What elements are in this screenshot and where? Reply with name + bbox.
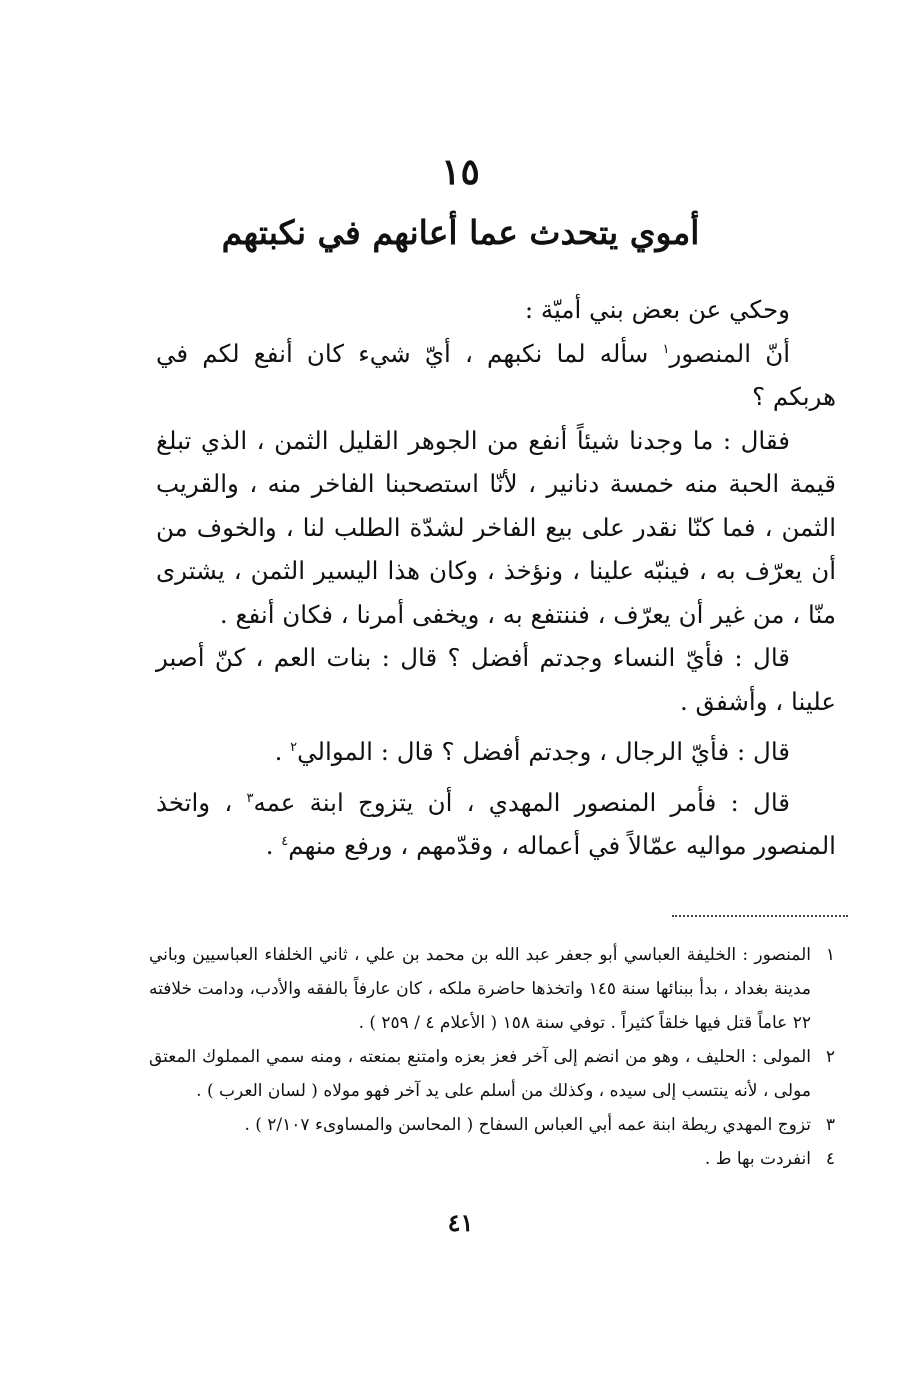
footnote-ref[interactable]: ٢ xyxy=(290,739,298,755)
paragraph-text: . xyxy=(274,737,291,766)
footnotes xyxy=(149,938,835,1176)
footnote-number: ٣ xyxy=(825,1115,835,1135)
footnote-item xyxy=(149,1142,835,1176)
footnote-divider xyxy=(672,915,848,917)
intro-line: وحكي عن بعض بني أميّة : xyxy=(524,295,790,324)
paragraph xyxy=(156,730,836,774)
paragraph-text: قال : فأمر المنصور المهدي ، أن يتزوج ابنة عمه xyxy=(253,787,790,817)
footnote-ref[interactable]: ٣ xyxy=(246,790,254,806)
paragraph xyxy=(156,332,836,419)
footnote-number: ١ xyxy=(825,945,835,965)
footnote-number: ٢ xyxy=(825,1047,835,1067)
chapter-number: ١٥ xyxy=(441,151,480,193)
footnote-text: المنصور : الخليفة العباسي أبو جعفر عبد الله بن محمد بن علي ، ثاني الخلفاء العباسيين وباني مدينة بغداد ، بدأ ببنائها سنة ١٤٥ واتخذها حاضرة ملكه ، كان عارفاً بالفقه والأدب، ودامت خلافته ٢٢ عاماً قتل فيها خلقاً كثيراً . توفي سنة ١٥٨ ( الأعلام ٤ / ٢٥٩ ) . xyxy=(149,945,811,1033)
footnote-number: ٤ xyxy=(825,1149,835,1169)
paragraph-text: أنّ المنصور xyxy=(669,338,790,368)
paragraph-text: سأله لما نكبهم ، أيّ شيء كان أنفع لكم في هربكم ؟ xyxy=(156,338,836,411)
footnote-text: انفردت بها ط . xyxy=(704,1149,811,1169)
main-text xyxy=(156,288,836,868)
footnote-item xyxy=(149,938,835,1040)
paragraph: فقال : ما وجدنا شيئاً أنفع من الجوهر القليل الثمن ، الذي تبلغ قيمة الحبة منه خمسة دنانير ، لأنّا استصحبنا الفاخر منه ، والقريب الثمن ، فما كنّا نقدر على بيع الفاخر لشدّة الطلب لنا ، والخوف من أن يعرّف به ، فينبّه علينا ، ونؤخذ ، وكان هذا اليسير الثمن ، يشترى منّا ، من غير أن يعرّف ، فننتفع به ، ويخفى أمرنا ، فكان أنفع . xyxy=(156,425,836,629)
paragraph-text: ، واتخذ المنصور مواليه عمّالاً في أعماله ، وقدّمهم ، ورفع منهم xyxy=(156,787,836,860)
footnote-text: المولى : الحليف ، وهو من انضم إلى آخر فعز بعزه وامتنع بمنعته ، ومنه سمي المملوك المعتق مولى ، لأنه ينتسب إلى سيده ، وكذلك من أسلم على يد آخر فهو مولاه ( لسان العرب ) . xyxy=(149,1047,811,1101)
paragraph: قال : فأيّ النساء وجدتم أفضل ؟ قال : بنات العم ، كنّ أصبر علينا ، وأشفق . xyxy=(156,643,836,716)
footnote-ref[interactable]: ٤ xyxy=(281,833,289,849)
paragraph-text: . xyxy=(265,831,282,860)
paragraph-text: قال : فأيّ الرجال ، وجدتم أفضل ؟ قال : الموالي xyxy=(297,737,790,766)
footnote-ref[interactable]: ١ xyxy=(662,341,670,357)
footnote-item xyxy=(149,1108,835,1142)
page-number: ٤١ xyxy=(447,1208,474,1237)
footnote-item xyxy=(149,1040,835,1108)
chapter-title: أموي يتحدث عما أعانهم في نكبتهم xyxy=(221,213,700,252)
footnote-text: تزوج المهدي ريطة ابنة عمه أبي العباس السفاح ( المحاسن والمساوىء ٢/١٠٧ ) . xyxy=(244,1115,811,1135)
paragraph xyxy=(156,781,836,868)
